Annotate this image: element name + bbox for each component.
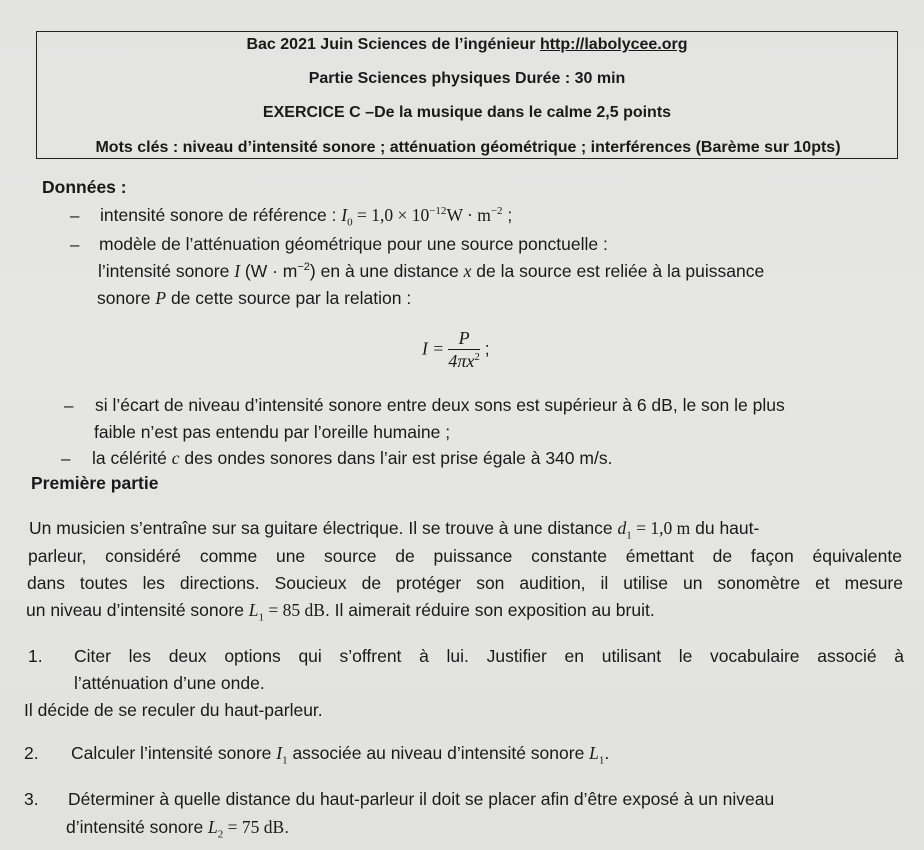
exercise-title: EXERCICE C –De la musique dans le calme 2,5 points	[262, 104, 672, 121]
donnees-title: Données :	[42, 177, 127, 197]
attenuation-formula: I = $\frac{P}{4\pi x^2}$ ;	[422, 328, 490, 371]
data-item-sound-speed: la célérité c des ondes sonores dans l’air est prise égale à 340 m/s.	[92, 448, 613, 468]
bullet-dash: –	[70, 206, 80, 225]
question-1-number: 1.	[28, 646, 43, 666]
question-3-number: 3.	[24, 789, 39, 809]
keywords-line: Mots clés : niveau d’intensité sonore ; atténuation géométrique ; interférences (Barème sur 10pts)	[95, 139, 841, 156]
decision-statement: Il décide de se reculer du haut-parleur.	[24, 700, 323, 720]
question-1-text: Citer les deux options qui s’offrent à lui. Justifier en utilisant le vocabulaire associé à	[74, 646, 904, 666]
question-3-text-line2: d’intensité sonore $L_2 = 75$ dB.	[66, 817, 290, 841]
bullet-dash: –	[61, 449, 71, 468]
bullet-dash: –	[64, 396, 74, 415]
question-1-text-line2: l’atténuation d’une onde.	[74, 673, 265, 693]
question-2-number: 2.	[24, 743, 39, 763]
intro-paragraph-line4: un niveau d’intensité sonore $L_1 = 85$ dB. Il aimerait réduire son exposition au bruit.	[26, 600, 655, 624]
intro-paragraph-line3: dans toutes les directions. Soucieux de protéger son audition, il utilise un sonomètre et mesure	[27, 573, 903, 593]
header-subtitle: Partie Sciences physiques Durée : 30 min	[308, 70, 626, 87]
exercise-header-box	[36, 31, 898, 159]
bullet-dash: –	[70, 235, 80, 254]
question-2-text: Calculer l’intensité sonore $I_1$ associée au niveau d’intensité sonore $L_1$.	[71, 743, 610, 767]
intro-paragraph-line1: Un musicien s’entraîne sur sa guitare électrique. Il se trouve à une distance $d_1 = 1,0$ m du haut-	[29, 518, 760, 542]
data-item-reference-intensity: intensité sonore de référence : $I_0 = 1,0 \times 10^{-12}W \cdot m^{-2}$ ;	[100, 205, 513, 229]
intro-paragraph-line2: parleur, considéré comme une source de puissance constante émettant de façon équivalente	[28, 546, 902, 566]
data-item-attenuation-line3: sonore P de cette source par la relation :	[97, 288, 412, 308]
question-3-text: Déterminer à quelle distance du haut-parleur il doit se placer afin d’être exposé à un niveau	[68, 789, 775, 809]
part-one-title: Première partie	[31, 473, 159, 493]
data-item-hearing-threshold-line2: faible n’est pas entendu par l’oreille humaine ;	[94, 422, 451, 442]
header-title: Bac 2021 Juin Sciences de l’ingénieur	[246, 36, 540, 53]
data-item-attenuation-model: modèle de l’atténuation géométrique pour une source ponctuelle :	[99, 234, 608, 254]
header-title-line	[37, 36, 897, 54]
data-item-attenuation-line2: l’intensité sonore I $(W \cdot m^{-2})$ en à une distance x de la source est reliée à la puissance	[98, 261, 765, 281]
header-link[interactable]: http://labolycee.org	[539, 36, 688, 53]
data-item-hearing-threshold: si l’écart de niveau d’intensité sonore entre deux sons est supérieur à 6 dB, le son le plus	[95, 395, 785, 415]
